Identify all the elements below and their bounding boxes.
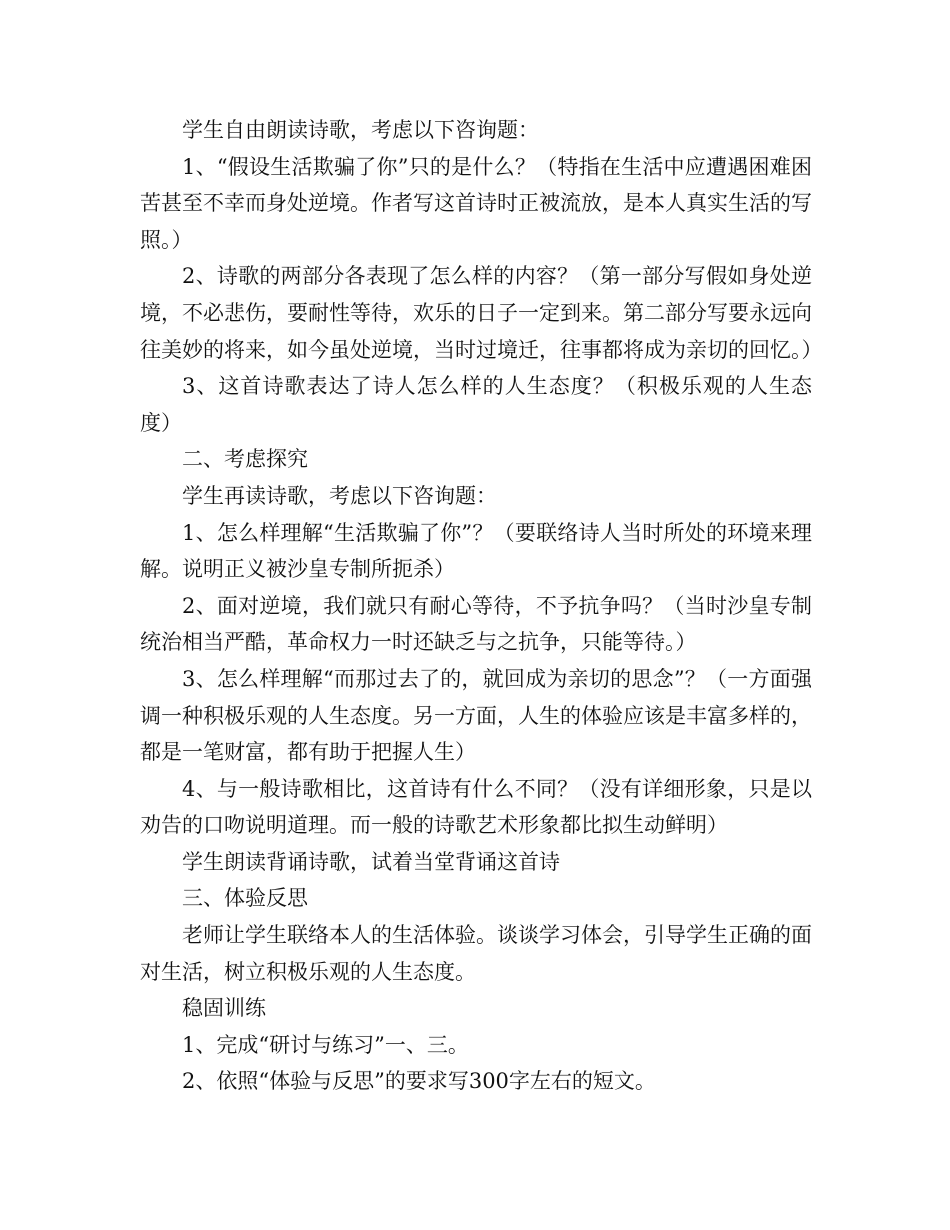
paragraph-explore-4: 4、与一般诗歌相比，这首诗有什么不同？（没有详细形象，只是以劝告的口吻说明道理。而一般的诗歌艺术形象都比拟生动鲜明） bbox=[140, 776, 812, 838]
paragraph-question-1: 1、“假设生活欺骗了你”只的是什么？（特指在生活中应遭遇困难困苦甚至不幸而身处逆境。作者写这首诗时正被流放，是本人真实生活的写照。） bbox=[140, 154, 812, 252]
paragraph-reflect: 老师让学生联络本人的生活体验。谈谈学习体会，引导学生正确的面对生活，树立积极乐观的人生态度。 bbox=[140, 923, 812, 984]
paragraph-reread: 学生再读诗歌，考虑以下咨询题： bbox=[182, 483, 497, 508]
paragraph-recite: 学生朗读背诵诗歌，试着当堂背诵这首诗 bbox=[182, 849, 560, 874]
section-heading-practice: 稳固训练 bbox=[182, 996, 266, 1021]
paragraph-explore-2: 2、面对逆境，我们就只有耐心等待，不予抗争吗？（当时沙皇专制统治相当严酷，革命权力一时还缺乏与之抗争，只能等待。） bbox=[140, 593, 812, 655]
paragraph-practice-2: 2、依照“体验与反思”的要求写300字左右的短文。 bbox=[182, 1069, 656, 1094]
paragraph-question-3: 3、这首诗歌表达了诗人怎么样的人生态度？（积极乐观的人生态度） bbox=[140, 374, 812, 435]
paragraph-question-2: 2、诗歌的两部分各表现了怎么样的内容？（第一部分写假如身处逆境，不必悲伤，要耐性等待，欢乐的日子一定到来。第二部分写要永远向往美妙的将来，如今虽处逆境，当时过境迁，往事都将成为亲切的回忆。） bbox=[140, 264, 823, 362]
paragraph-explore-1: 1、怎么样理解“生活欺骗了你”？（要联络诗人当时所处的环境来理解。说明正义被沙皇专制所扼杀） bbox=[140, 520, 812, 582]
paragraph-explore-3: 3、怎么样理解“而那过去了的，就回成为亲切的思念”？（一方面强调一种积极乐观的人生态度。另一方面，人生的体验应该是丰富多样的，都是一笔财富，都有助于把握人生） bbox=[140, 666, 812, 765]
paragraph-intro-reading: 学生自由朗读诗歌，考虑以下咨询题： bbox=[182, 118, 539, 142]
section-heading-reflect: 三、体验反思 bbox=[182, 886, 308, 911]
document-body bbox=[140, 112, 823, 1100]
section-heading-explore: 二、考虑探究 bbox=[182, 447, 308, 472]
paragraph-practice-1: 1、完成“研讨与练习”一、三。 bbox=[182, 1032, 469, 1057]
